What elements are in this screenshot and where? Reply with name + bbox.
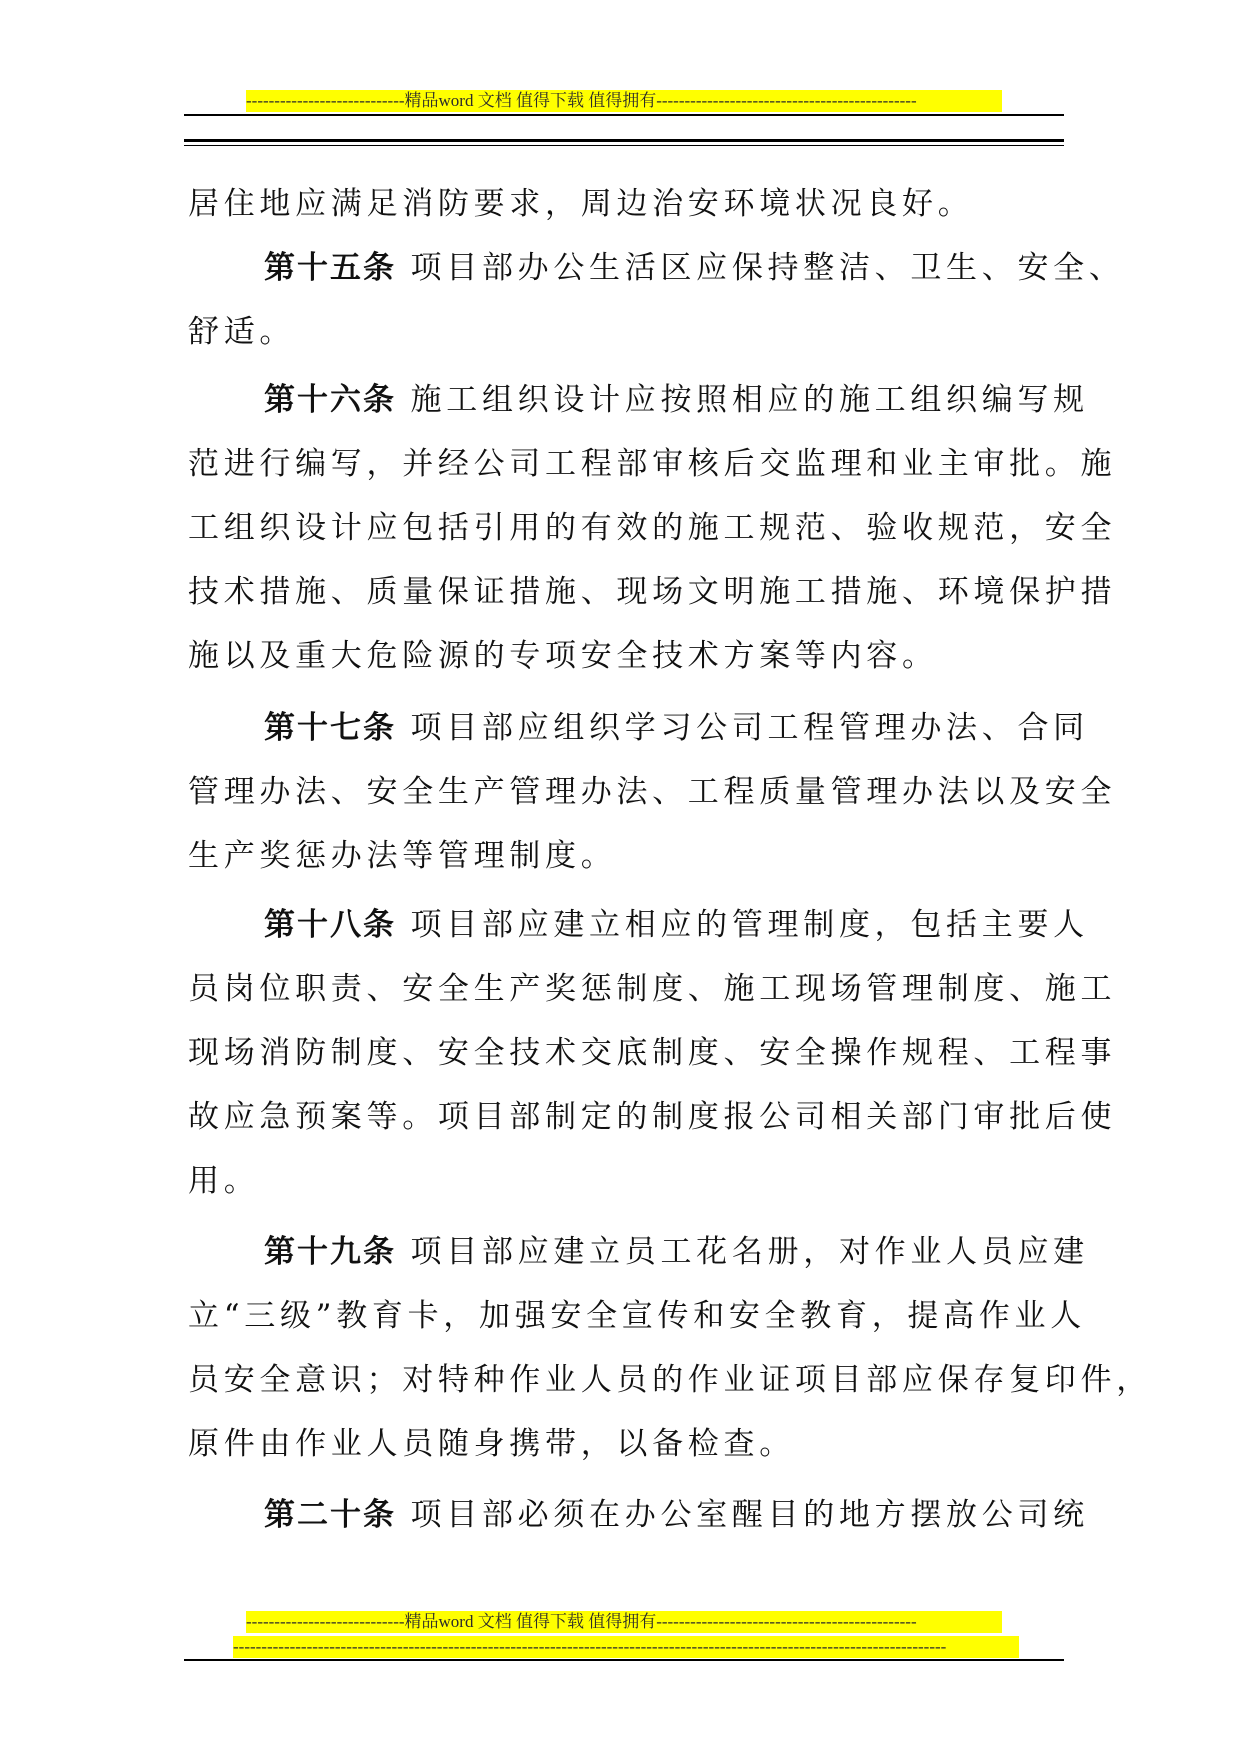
header-rule [184, 114, 1064, 116]
text-line: 第二十条 项目部必须在办公室醒目的地方摆放公司统 [264, 1497, 1089, 1533]
article-number: 第十五条 [264, 250, 396, 286]
article-number: 第十八条 [264, 907, 396, 943]
text-line: 现场消防制度、安全技术交底制度、安全操作规程、工程事 [188, 1035, 1117, 1071]
article-number: 第十六条 [264, 382, 396, 418]
text-line: 第十九条 项目部应建立员工花名册，对作业人员应建 [264, 1234, 1089, 1270]
header-watermark-banner: ----------------------------精品word 文档 值得下载 值得拥有---------------------------------------------- [246, 90, 1002, 112]
text-line: 工组织设计应包括引用的有效的施工规范、验收规范，安全 [188, 510, 1117, 546]
header-double-rule-thick [184, 139, 1064, 142]
text-line: 舒适。 [188, 314, 296, 350]
header-double-rule-thin [184, 145, 1064, 146]
article-15 [188, 236, 1125, 364]
article-17 [188, 696, 1117, 888]
text-line: 居住地应满足消防要求，周边治安环境状况良好。 [188, 186, 974, 222]
text-line: 立“三级”教育卡，加强安全宣传和安全教育，提高作业人 [188, 1298, 1086, 1334]
text-line: 第十八条 项目部应建立相应的管理制度，包括主要人 [264, 907, 1089, 943]
footer-rule [184, 1659, 1064, 1661]
text-line: 故应急预案等。项目部制定的制度报公司相关部门审批后使 [188, 1099, 1117, 1135]
text-line: 员岗位职责、安全生产奖惩制度、施工现场管理制度、施工 [188, 971, 1117, 1007]
article-20 [188, 1483, 1089, 1547]
text-line: 管理办法、安全生产管理办法、工程质量管理办法以及安全 [188, 774, 1117, 810]
article-18 [188, 893, 1117, 1213]
text-line: 施以及重大危险源的专项安全技术方案等内容。 [188, 638, 938, 674]
paragraph-continuation [188, 172, 1058, 236]
footer-dash-banner: ------------------------------------------------------------------------------------------------------------------------------ [233, 1636, 1019, 1658]
article-19 [188, 1220, 1152, 1476]
text-line: 用。 [188, 1163, 260, 1199]
text-line: 范进行编写，并经公司工程部审核后交监理和业主审批。施 [188, 446, 1117, 482]
text-line: 第十六条 施工组织设计应按照相应的施工组织编写规 [264, 382, 1089, 418]
article-number: 第二十条 [264, 1497, 396, 1533]
text-line: 员安全意识；对特种作业人员的作业证项目部应保存复印件， [188, 1362, 1152, 1398]
text-line: 原件由作业人员随身携带，以备检查。 [188, 1426, 795, 1462]
article-16 [188, 368, 1117, 688]
article-number: 第十七条 [264, 710, 396, 746]
text-line: 第十五条 项目部办公生活区应保持整洁、卫生、安全、 [264, 250, 1125, 286]
footer-watermark-banner: ----------------------------精品word 文档 值得下载 值得拥有---------------------------------------------- [246, 1611, 1002, 1633]
text-line: 第十七条 项目部应组织学习公司工程管理办法、合同 [264, 710, 1089, 746]
text-line: 生产奖惩办法等管理制度。 [188, 838, 617, 874]
text-line: 技术措施、质量保证措施、现场文明施工措施、环境保护措 [188, 574, 1117, 610]
article-number: 第十九条 [264, 1234, 396, 1270]
